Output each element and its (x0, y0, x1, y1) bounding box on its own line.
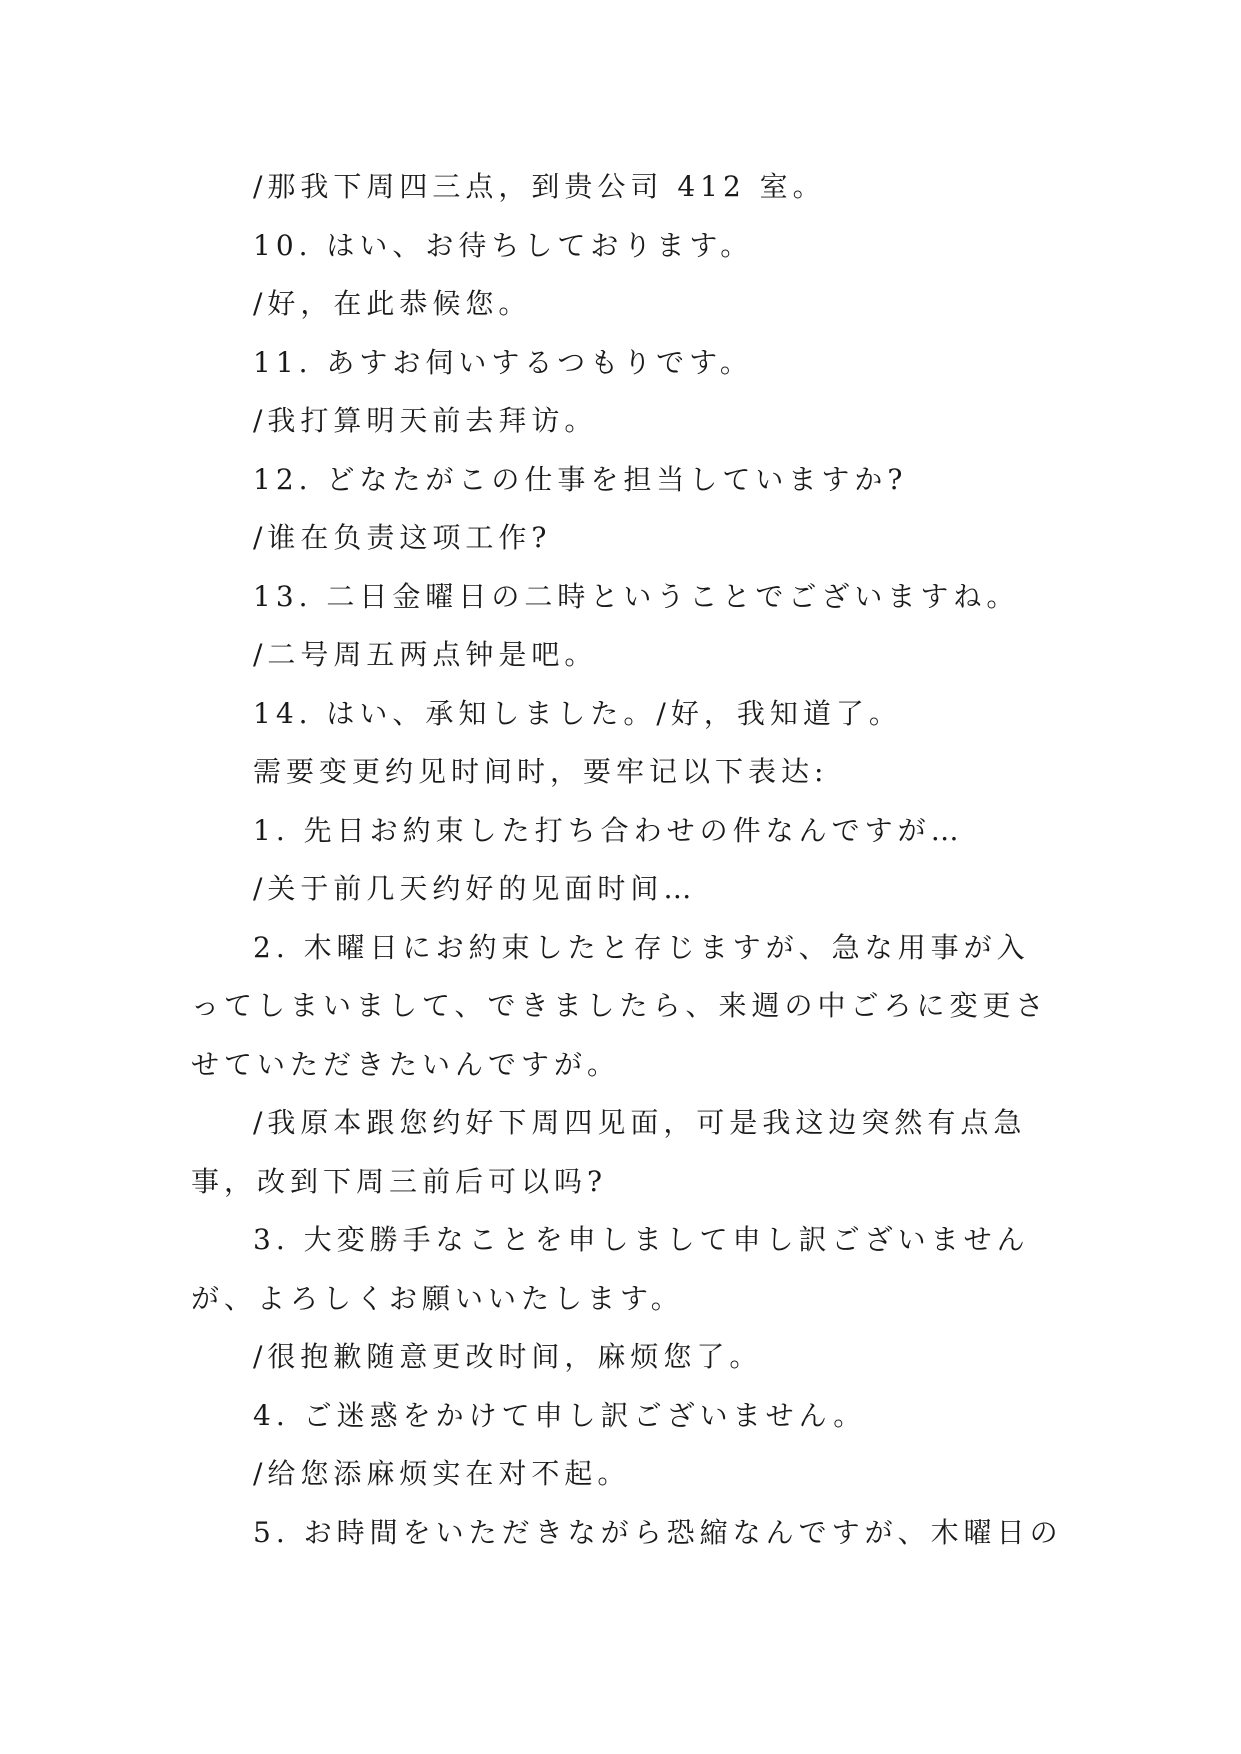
text-line: 5. お時間をいただきながら恐縮なんですが、木曜日の (253, 1515, 1063, 1549)
paragraph: /我原本跟您约好下周四见面，可是我这边突然有点急事，改到下周三前后可以吗? (191, 1106, 1027, 1198)
text-line: /我打算明天前去拜访。 (253, 404, 598, 437)
text-line: 12. どなたがこの仕事を担当していますか? (253, 462, 908, 496)
text-line: 14. はい、承知しました。/好，我知道了。 (253, 696, 902, 730)
text-line: /二号周五两点钟是吧。 (253, 638, 598, 671)
text-line: /谁在负责这项工作? (253, 521, 552, 554)
text-line: 1. 先日お約束した打ち合わせの件なんですが… (253, 813, 964, 847)
text-line: 4. ご迷惑をかけて申し訳ございません。 (253, 1398, 867, 1432)
text-line: 10. はい、お待ちしております。 (253, 228, 754, 262)
text-line: 11. あすお伺いするつもりです。 (253, 345, 753, 379)
section-intro: 需要变更约见时间时，要牢记以下表达: (253, 755, 829, 788)
text-line: 13. 二日金曜日の二時ということでございますね。 (253, 579, 1020, 613)
text-line: /关于前几天约好的见面时间… (253, 872, 697, 905)
document-body (191, 158, 1063, 1562)
text-line: /很抱歉随意更改时间，麻烦您了。 (253, 1340, 763, 1373)
text-line: /给您添麻烦实在对不起。 (253, 1457, 631, 1490)
paragraph: 2. 木曜日にお約束したと存じますが、急な用事が入ってしまいまして、できましたら、来週の中ごろに変更させていただきたいんですが。 (191, 930, 1049, 1081)
paragraph: 3. 大変勝手なことを申しまして申し訳ございませんが、よろしくお願いいたします。 (191, 1223, 1030, 1315)
text-line: /好，在此恭候您。 (253, 287, 532, 320)
text-line: /那我下周四三点，到贵公司 412 室。 (253, 170, 826, 203)
